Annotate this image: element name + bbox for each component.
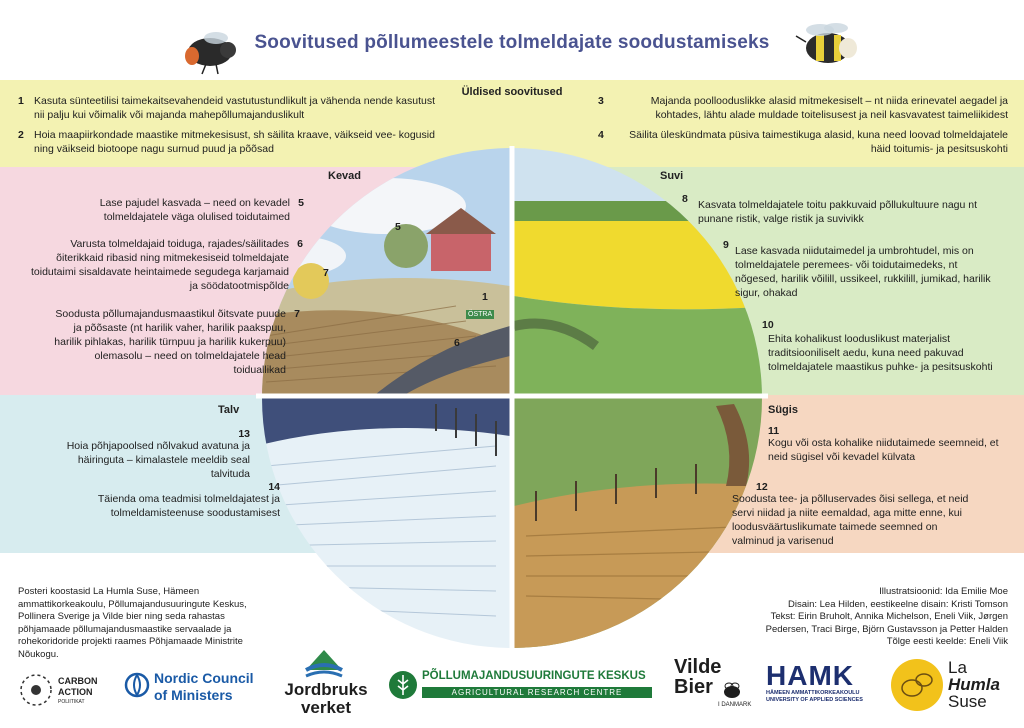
seasons-circle-illustration (256, 146, 768, 658)
general-item-4: 4 Säilita üleskündmata püsiva taimestikuga alasid, kuna need loovad tolmeldajatele häid toitumis- ja pesitsuskohti (598, 129, 1008, 155)
illustration-sign: ÖSTRA (468, 311, 493, 318)
la-humla-suse-logo: La Humla Suse (890, 656, 1016, 716)
illustration-label-5: 5 (395, 221, 401, 233)
winter-item-13: 13 Hoia põhjapoolsed nõlvakud avatuna ja häiringuta – kimalastele meeldib seal talvituda (66, 428, 250, 480)
autumn-item-11: 11 Kogu või osta kohalike niidutaimede seemneid, et neid sügisel või kevadel külvata (768, 425, 999, 463)
summer-label: Suvi (660, 170, 684, 182)
bumblebee-left-illustration (176, 24, 240, 76)
credits-left: Posteri koostasid La Humla Suse, Hämeen ammattikorkeakoulu, Põllumajandusuuringute Keskus, Pollinera Sverige ja Vilde bier ning seda rahastas põhjamaade põllumajandusmaastike servaalade ja rohekoridoride projekti raames Põhjamaade Ministrite Nõukogu. (18, 586, 247, 660)
autumn-item-12: 12 Soodusta tee- ja põlluservades õisi sellega, et neid servi niidad ja niite eemaldad, aga mitte enne, kui loodusväärtuslikumate taimede seemned on valminud ja varisenud (732, 481, 969, 547)
spring-item-7: 7 Soodusta põllumajandusmaastikul õitsvate puude ja põõsaste (nt harilik vaher, harilik paakspuu, harilik pihlakas, harilik türnpuu ja harilik kukerpuu) olemasolu – need on tolmeldajatele head toiduallikad (54, 308, 300, 376)
pmk-logo: PÕLLUMAJANDUSUURINGUTE KESKUS AGRICULTURAL RESEARCH CENTRE (388, 668, 656, 702)
winter-label: Talv (218, 404, 240, 416)
general-item-1: 1 Kasuta sünteetilisi taimekaitsevahendeid vastutustundlikult ja vähenda nende kasutust nii palju kui võimalik või majanda mahepõllumajanduslikult (18, 95, 436, 121)
illustration-label-1: 1 (482, 291, 488, 303)
nordic-council-logo: Nordic Council of Ministers (124, 668, 269, 708)
credits-right: Illustratsioonid: Ida Emilie Moe Disain: Lea Hilden, eestikeelne disain: Kristi Tomson Tekst: Eirin Bruholt, Annika Michelson, Eneli Viik, Jørgen Pedersen, Traci Birge, Björn Gustavsson ja Petter Halden Tõlge eesti keelde: Eneli Viik (765, 586, 1008, 647)
spring-item-5: 5 Lase pajudel kasvada – need on kevadel tolmeldajatele väga olulised toidutaimed (99, 197, 304, 223)
summer-item-9: 9 Lase kasvada niidutaimedel ja umbrohtudel, mis on tolmeldajatele peremees- või toidutaimedeks, nt nõgesed, harilik võilill, ussikeel, rukkilill, jumikad, harilik sigur, ohakad (723, 239, 991, 299)
spring-item-6: 6 Varusta tolmeldajaid toiduga, rajades/säilitades õiterikkaid ribasid ning mitmekesiseid tolmeldajate toidutaimi sisaldavate heintaimede segudega karjamaid ja söödatootmispõlde (31, 238, 303, 292)
illustration-label-6: 6 (454, 337, 460, 349)
general-item-2: 2 Hoia maapiirkondade maastike mitmekesisust, sh säilita kraave, väikseid vee- kogusid ning väikseid biotoope nagu surnud puud ja põõsad (18, 129, 435, 155)
general-item-3: 3 Majanda poollooduslikke alasid mitmekesiselt – nt niida erinevatel aegadel ja kohtades, lähtu alade muldade toitelisusest ja neil kasvavatest taimeliikidest (598, 95, 1008, 121)
bumblebee-right-illustration (792, 18, 864, 74)
autumn-label: Sügis (768, 404, 798, 416)
illustration-label-7: 7 (323, 267, 329, 279)
vilde-bier-logo: Vilde Bier I DANMARK (674, 656, 752, 708)
spring-label: Kevad (328, 170, 362, 182)
summer-item-10: 10 Ehita kohalikust looduslikust materjalist traditsiooniliselt aedu, kuna need pakuvad tolmeldajatele maastikus puhke- ja pesitsuskohti (762, 319, 993, 373)
hamk-logo: HAMK HÄMEEN AMMATTIKORKEAKOULU UNIVERSITY OF APPLIED SCIENCES (766, 660, 863, 703)
page-title: Soovitused põllumeestele tolmeldajate soodustamiseks (254, 32, 770, 53)
winter-item-14: 14 Täienda oma teadmisi tolmeldajatest ja tolmeldamisteenuse soodustamisest (97, 481, 280, 519)
carbon-action-logo: CARBON ACTION POLIITIKAT (18, 670, 118, 710)
general-heading: Üldised soovitused (461, 86, 563, 98)
jordbruksverket-logo: Jordbruks verket (276, 646, 376, 720)
summer-item-8: 8 Kasvata tolmeldajatele toitu pakkuvaid põllukultuure nagu nt punane ristik, valge ristik ja suvivikk (682, 193, 978, 225)
